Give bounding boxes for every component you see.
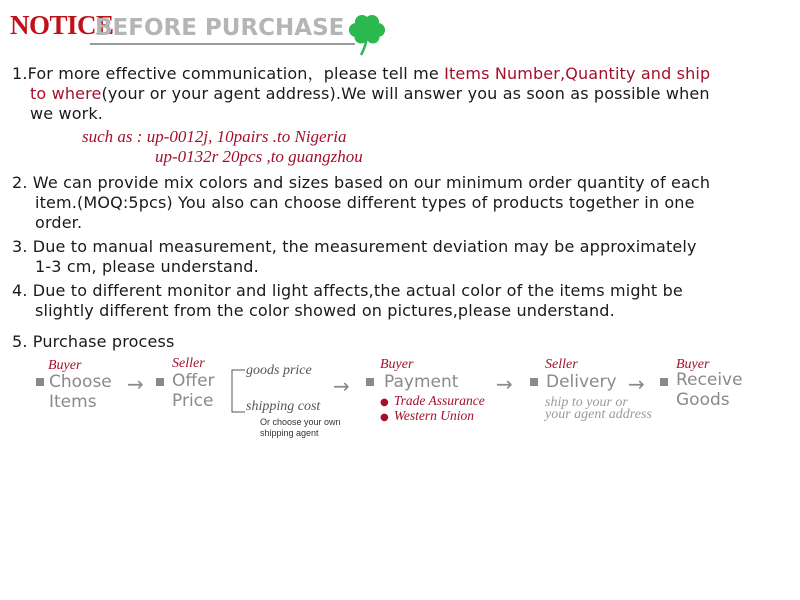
item-1-line-1: [12, 64, 710, 84]
step-1-label-2: Items: [49, 392, 97, 412]
arrow-right-icon: →: [628, 372, 645, 396]
payment-option-2: [380, 405, 474, 424]
step-4-note-2: your agent address: [545, 407, 652, 422]
example-2: up-0132r 20pcs ,to guangzhou: [155, 147, 363, 166]
step-2-agent-note-2: shipping agent: [260, 428, 319, 438]
step-3-bullet: [366, 378, 374, 386]
bullet-dot-icon: ●: [380, 412, 389, 423]
step-1-role: Buyer: [48, 358, 82, 373]
notice-title: NOTICE: [10, 10, 114, 40]
step-3-role: Buyer: [380, 357, 414, 372]
item-2-line-2: item.(MOQ:5pcs) You also can choose different types of products together in one: [35, 193, 695, 212]
step-2-role: Seller: [172, 356, 205, 371]
western-union-label: Western Union: [393, 408, 474, 423]
example-1: such as : up-0012j, 10pairs .to Nigeria: [82, 127, 347, 146]
item-1-line-2: [30, 84, 710, 104]
step-4-bullet: [530, 378, 538, 386]
step-2-goods-price: goods price: [246, 363, 312, 378]
step-4-note-1: ship to your or: [545, 395, 628, 410]
item-1-text: 1.For more effective communication，please tell me: [12, 64, 445, 83]
title-underline: [90, 43, 355, 45]
four-leaf-clover-icon: [346, 12, 388, 56]
step-3-label: Payment: [384, 372, 459, 392]
item-1-highlight-2: to where: [30, 84, 102, 103]
item-3-line-2: 1-3 cm, please understand.: [35, 257, 259, 276]
item-4-line-1: 4. Due to different monitor and light affects,the actual color of the items might be: [12, 281, 683, 300]
item-2-line-3: order.: [35, 213, 83, 232]
step-2-agent-note-1: Or choose your own: [260, 417, 341, 427]
before-purchase-title: BEFORE PURCHASE: [95, 15, 345, 41]
step-5-role: Buyer: [676, 357, 710, 372]
arrow-right-icon: →: [496, 372, 513, 396]
item-1-highlight: Items Number,Quantity and ship: [444, 64, 711, 83]
trade-assurance-label: Trade Assurance: [393, 393, 485, 408]
item-3-line-1: 3. Due to manual measurement, the measurement deviation may be approximately: [12, 237, 697, 256]
step-5-label-2: Goods: [676, 390, 730, 410]
item-5-heading: 5. Purchase process: [12, 332, 175, 351]
step-2-bullet: [156, 378, 164, 386]
step-5-bullet: [660, 378, 668, 386]
branch-bracket: [228, 368, 246, 414]
step-5-label-1: Receive: [676, 370, 743, 390]
item-1-line-3: we work.: [30, 104, 104, 123]
step-1-bullet: [36, 378, 44, 386]
item-2-line-1: 2. We can provide mix colors and sizes based on our minimum order quantity of each: [12, 173, 711, 192]
item-1-text-2: (your or your agent address).We will answer you as soon as possible when: [101, 84, 710, 103]
arrow-right-icon: →: [333, 374, 350, 398]
step-2-shipping-cost: shipping cost: [246, 399, 321, 414]
step-2-label-2: Price: [172, 391, 214, 411]
bullet-dot-icon: ●: [380, 397, 389, 408]
step-4-role: Seller: [545, 357, 578, 372]
step-4-label: Delivery: [546, 372, 617, 392]
item-4-line-2: slightly different from the color showed on pictures,please understand.: [35, 301, 615, 320]
step-1-label-1: Choose: [49, 372, 112, 392]
arrow-right-icon: →: [127, 372, 144, 396]
step-2-label-1: Offer: [172, 371, 215, 391]
